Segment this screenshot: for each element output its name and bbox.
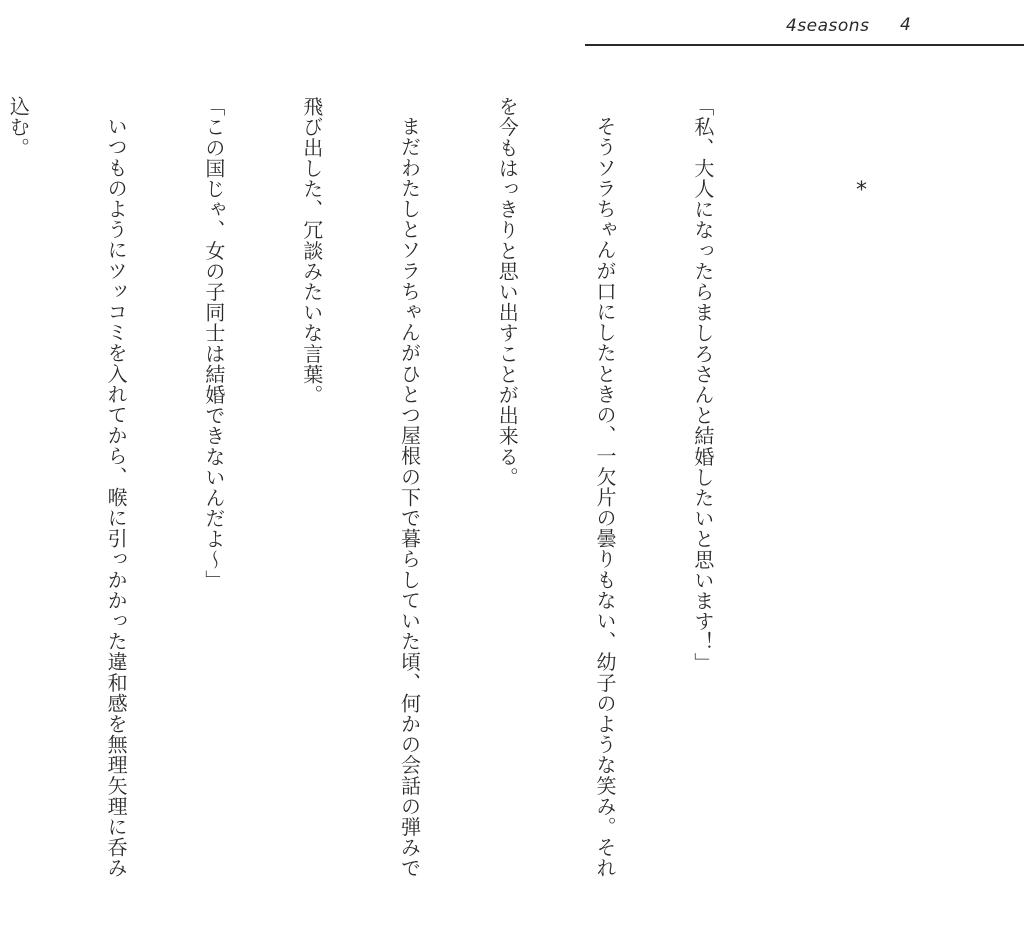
text-line: まだわたしとソラちゃんがひとつ屋根の下で暮らしていた頃、何かの会話の弾みで (397, 116, 422, 879)
text-line: そうソラちゃんが口にしたときの、一欠片の曇りもない、幼子のような笑み。それ (593, 116, 618, 879)
running-title: 4seasons (786, 16, 870, 36)
text-line: 込む。 (6, 96, 31, 158)
page-header (0, 0, 1024, 60)
page-number: 4 (900, 15, 911, 35)
header-rule (585, 44, 1024, 46)
text-line: いつものようにツッコミを入れてから、喉に引っかかった違和感を無理矢理に呑み (104, 116, 129, 879)
vertical-body-text (6, 96, 784, 886)
text-line: 「私、大人になったらましろさんと結婚したいと思います！」 (690, 96, 715, 673)
text-line: を今もはっきりと思い出すことが出来る。 (495, 96, 520, 488)
section-break-mark: * (856, 178, 867, 203)
text-line: 飛び出した、冗談みたいな言葉。 (299, 96, 324, 405)
text-line: 「この国じゃ、女の子同士は結婚できないんだよ～」 (201, 96, 226, 591)
